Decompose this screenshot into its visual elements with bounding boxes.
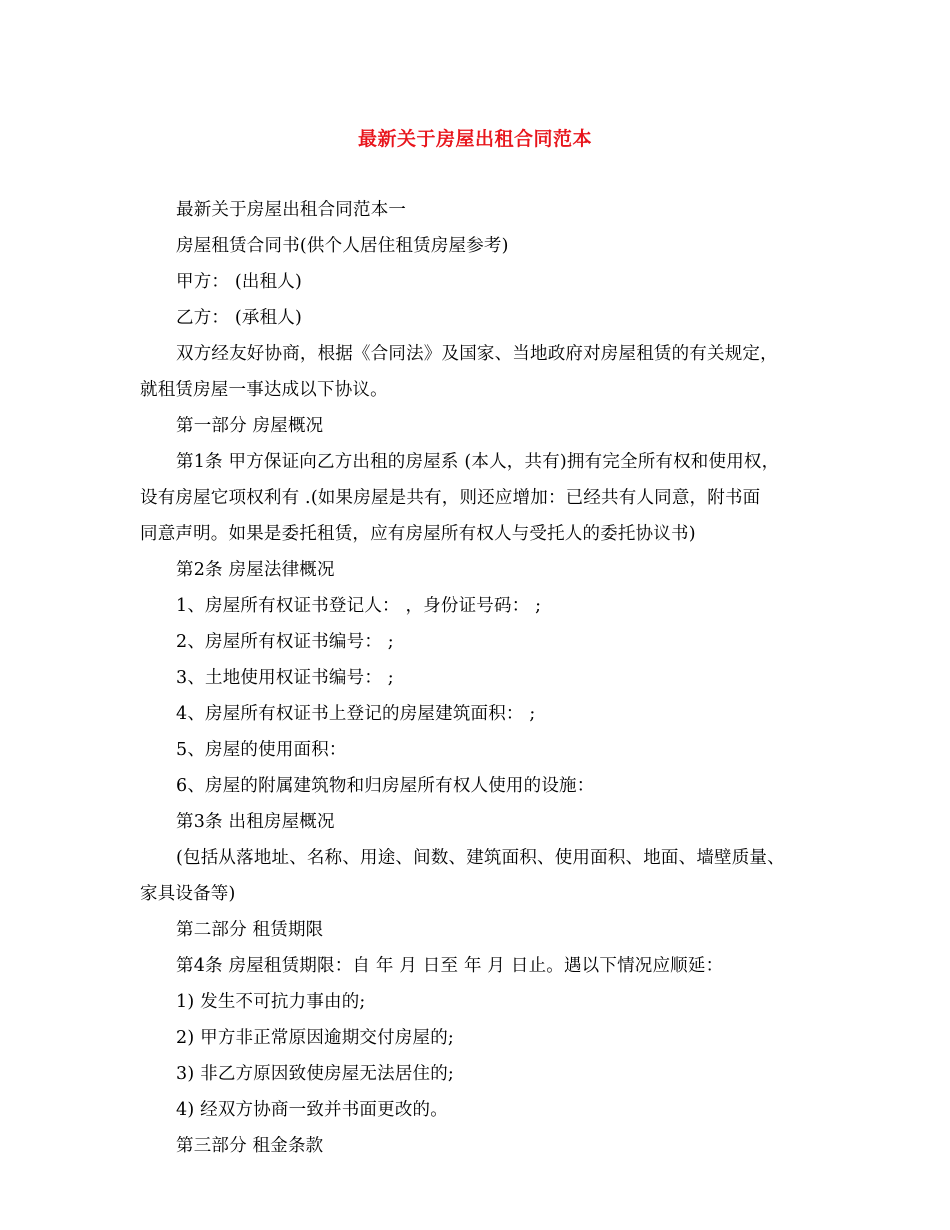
paragraph-line: 乙方： (承租人) — [176, 308, 303, 328]
paragraph-line: 3、土地使用权证书编号： ; — [176, 668, 394, 688]
paragraph-line: 第2条 房屋法律概况 — [176, 560, 335, 580]
paragraph-line: 家具设备等) — [140, 884, 236, 904]
paragraph-line: 第4条 房屋租赁期限：自 年 月 日至 年 月 日止。遇以下情况应顺延： — [176, 956, 724, 976]
paragraph-line: 2) 甲方非正常原因逾期交付房屋的; — [176, 1028, 455, 1048]
paragraph-line: 4、房屋所有权证书上登记的房屋建筑面积： ; — [176, 704, 536, 724]
paragraph-line: (包括从落地址、名称、用途、间数、建筑面积、使用面积、地面、墙壁质量、 — [176, 848, 785, 868]
paragraph-line: 同意声明。如果是委托租赁，应有房屋所有权人与受托人的委托协议书) — [140, 524, 696, 544]
paragraph-line: 1、房屋所有权证书登记人： ，身份证号码： ; — [176, 596, 542, 616]
document-body — [140, 192, 840, 1164]
paragraph-line: 第一部分 房屋概况 — [176, 416, 324, 436]
paragraph-line: 第二部分 租赁期限 — [176, 920, 324, 940]
paragraph-line: 第三部分 租金条款 — [176, 1136, 324, 1156]
paragraph-line: 最新关于房屋出租合同范本一 — [176, 200, 407, 220]
paragraph-line: 1) 发生不可抗力事由的; — [176, 992, 366, 1012]
paragraph-line: 双方经友好协商，根据《合同法》及国家、当地政府对房屋租赁的有关规定， — [176, 344, 778, 364]
paragraph-line: 第1条 甲方保证向乙方出租的房屋系 (本人，共有)拥有完全所有权和使用权， — [176, 452, 780, 472]
paragraph-line: 甲方： (出租人) — [176, 272, 303, 292]
paragraph-line: 就租赁房屋一事达成以下协议。 — [140, 380, 388, 400]
paragraph-line: 4) 经双方协商一致并书面更改的。 — [176, 1100, 448, 1120]
paragraph-line: 3) 非乙方原因致使房屋无法居住的; — [176, 1064, 455, 1084]
paragraph-line: 房屋租赁合同书(供个人居住租赁房屋参考) — [176, 236, 509, 256]
paragraph-line: 2、房屋所有权证书编号： ; — [176, 632, 394, 652]
paragraph-line: 设有房屋它项权利有 .(如果房屋是共有，则还应增加：已经共有人同意，附书面 — [140, 488, 761, 508]
paragraph-line: 6、房屋的附属建筑物和归房屋所有权人使用的设施： — [176, 776, 595, 796]
paragraph-line: 5、房屋的使用面积： — [176, 740, 347, 760]
paragraph-line: 第3条 出租房屋概况 — [176, 812, 335, 832]
document-title: 最新关于房屋出租合同范本 — [357, 128, 592, 150]
